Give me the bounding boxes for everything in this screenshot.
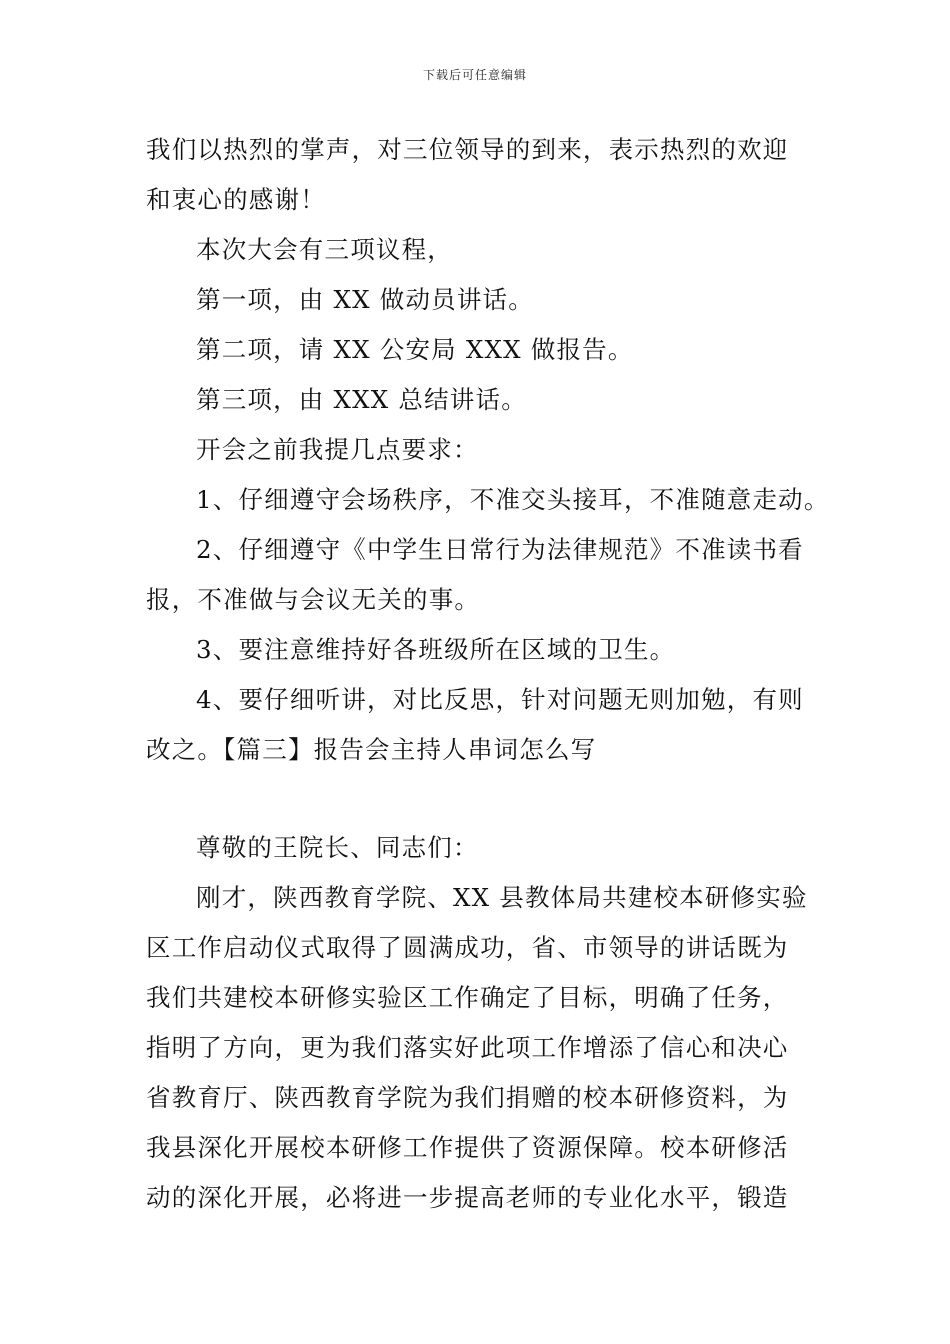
paragraph-line: 省教育厅、陕西教育学院为我们捐赠的校本研修资料，为	[146, 1083, 789, 1112]
paragraph-line: 我们以热烈的掌声，对三位领导的到来，表示热烈的欢迎	[146, 135, 789, 164]
agenda-item-1: 第一项，由 XX 做动员讲话。	[196, 285, 534, 314]
salutation: 尊敬的王院长、同志们：	[196, 833, 479, 862]
paragraph-line: 刚才，陕西教育学院、XX 县教体局共建校本研修实验	[196, 883, 808, 912]
paragraph-line: 报，不准做与会议无关的事。	[146, 585, 481, 614]
paragraph-line: 我县深化开展校本研修工作提供了资源保障。校本研修活	[146, 1133, 789, 1162]
paragraph-line: 指明了方向，更为我们落实好此项工作增添了信心和决心	[146, 1033, 789, 1062]
requirement-item-1: 1、仔细遵守会场秩序，不准交头接耳，不准随意走动。	[196, 485, 830, 514]
paragraph-line: 我们共建校本研修实验区工作确定了目标，明确了任务，	[146, 983, 789, 1012]
agenda-item-3: 第三项，由 XXX 总结讲话。	[196, 385, 527, 414]
paragraph-line: 和衷心的感谢！	[146, 185, 326, 214]
requirement-item-2: 2、仔细遵守《中学生日常行为法律规范》不准读书看	[196, 535, 804, 564]
paragraph-line: 开会之前我提几点要求：	[196, 435, 479, 464]
section-heading-line: 改之。【篇三】报告会主持人串词怎么写	[146, 735, 597, 764]
page-header: 下载后可任意编辑	[422, 68, 527, 82]
requirement-item-3: 3、要注意维持好各班级所在区域的卫生。	[196, 635, 676, 664]
paragraph-line: 区工作启动仪式取得了圆满成功，省、市领导的讲话既为	[146, 933, 789, 962]
paragraph-line: 动的深化开展，必将进一步提高老师的专业化水平，锻造	[146, 1183, 789, 1212]
requirement-item-4: 4、要仔细听讲，对比反思，针对问题无则加勉，有则	[196, 685, 804, 714]
paragraph-line: 本次大会有三项议程，	[196, 235, 453, 264]
agenda-item-2: 第二项，请 XX 公安局 XXX 做报告。	[196, 335, 634, 364]
